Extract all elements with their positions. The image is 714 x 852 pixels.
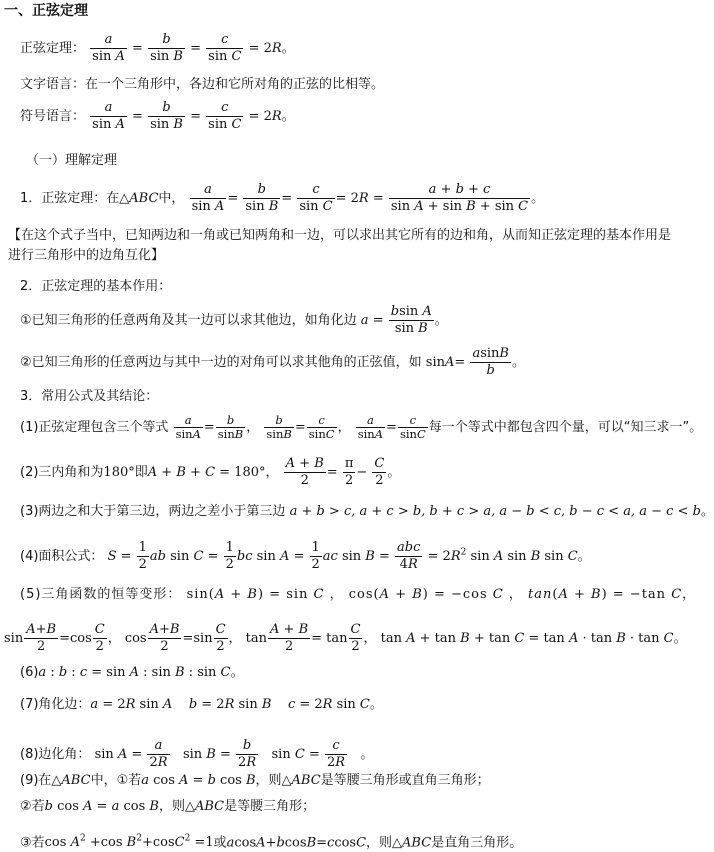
- formula-7-line: (7)角化边：a = 2R sin A b = 2R sin B c = 2R sin C。: [20, 697, 383, 712]
- frac-a-sinA: $\frac{a}{\text{sin A}}$: [92, 32, 125, 64]
- formula-9b-line: ②若b cos A = a cos B，则△ABC是等腰三角形；: [20, 799, 316, 814]
- note-paragraph: 【在这个式子当中，已知两边和一角或已知两角和一边，可以求出其它所有的边和角，从而知正弦定理的基本作用是进行三角形中的边角互化】: [8, 228, 672, 263]
- formula-2-line: (2)三内角和为180°即A + B + C = 180°， $\frac{A + B}{2}$ = $\frac{\pi}{2}$ − $\frac{C}{2}$ 。: [20, 456, 401, 488]
- point-1-line: 1．正弦定理：在△ABC中， $\frac{a}{\text{sin A}}$ = $\frac{b}{\text{sin B}}$ = $\frac{c}{\text{sin C}}$ = 2R = $\frac{a + b + c}{\text{sin A + sin B + sin C}}$ 。: [20, 182, 545, 214]
- subsection-heading: （一）理解定理: [26, 153, 118, 168]
- point-2a-text: ①已知三角形的任意两角及其一边可以求其他边，如角化边: [20, 313, 357, 328]
- formula-8-line: (8)边化角： sin A = $\frac{a}{2R}$ sin B = $\frac{b}{2R}$ sin C = $\frac{c}{2R}$ 。: [20, 738, 374, 770]
- formula-1-tail: 每一个等式中都包含四个量，可以“知三求一”。: [428, 420, 703, 435]
- theorem-line: 正弦定理： $\frac{a}{\text{sin A}}$ = $\frac{b}{\text{sin B}}$ = $\frac{c}{\text{sin C}}$ = 2R。: [20, 32, 295, 64]
- text-language-line: [20, 76, 384, 94]
- formula-1-line: (1)正弦定理包含三个等式 $\frac{a}{\sin A}$ = $\frac{b}{\sin B}$ ， $\frac{b}{\sin B}$ = $\frac{c}{\sin C}$ ， $\frac{a}{\sin A}$ = $\frac{c}{\sin C}$ 每一个等式中都包含四个量，可以“知三求一”。: [20, 413, 703, 441]
- formula-7-text: (7)角化边：: [20, 697, 91, 712]
- formula-9-text: (9)在△: [20, 773, 62, 788]
- formula-3-line: (3)两边之和大于第三边，两边之差小于第三边 a + b > c, a + c > b, b + c > a, a − b < c, b − c < a, a − c < b。: [20, 504, 714, 519]
- formula-9c-text: ③若: [20, 835, 45, 851]
- formula-6-line: (6)a : b : c = sin A : sin B : sin C。: [20, 665, 244, 680]
- formula-9-line: (9)在△ABC中，①若a cos A = b cos B，则△ABC是等腰三角形或直角三角形；: [20, 773, 490, 788]
- text-language-body: 在一个三角形中，各边和它所对角的正弦的比相等。: [85, 77, 385, 92]
- point-2-label: 2．正弦定理的基本作用：: [20, 279, 172, 294]
- frac-c-sinC: $\frac{c}{\text{sin C}}$: [208, 32, 242, 64]
- symbol-language-label: 符号语言：: [20, 109, 86, 124]
- point-2b-line: ②已知三角形的任意两边与其中一边的对角可以求其他角的正弦值，如 sinA= $\frac{asinB}{b}$ 。: [20, 346, 525, 378]
- point-2b-text: ②已知三角形的任意两边与其中一边的对角可以求其他角的正弦值，如: [20, 355, 422, 370]
- text-language-label: 文字语言：: [20, 77, 86, 92]
- formula-1-text: (1)正弦定理包含三个等式: [20, 420, 169, 435]
- theorem-label: 正弦定理：: [20, 41, 86, 56]
- formula-5-line: (5)三角函数的恒等变形： sin(A + B) = sin C ， cos(A + B) = −cos C ， tan(A + B) = −tan C，: [20, 587, 697, 602]
- formula-4-line: (4)面积公式： S = $\frac{1}{2}$ ab sin C = $\frac{1}{2}$ bc sin A = $\frac{1}{2}$ ac sin B = abc 4R = $2R^2$ sin A sin B sin C。: [20, 540, 591, 572]
- frac-b-sinB: $\frac{b}{\text{sin B}}$: [150, 32, 183, 64]
- symbol-language-line: 符号语言： $\frac{a}{\text{sin A}}$ = $\frac{b}{\text{sin B}}$ = $\frac{c}{\text{sin C}}$ = 2R。: [20, 100, 295, 132]
- point-1-label: 1．正弦定理：在△: [20, 191, 130, 206]
- formula-4-text: (4)面积公式：: [20, 549, 104, 564]
- formula-9c-line: ③若$\cos A^2 +\cos$ $B^2+\cos C^2 =1$或acosA+bcosB=ccosC，则△ABC是直角三角形。: [20, 834, 523, 851]
- formula-3-text: (3)两边之和大于第三边，两边之差小于第三边: [20, 504, 286, 519]
- formula-8-text: (8)边化角：: [20, 747, 91, 762]
- point-3-label: 3．常用公式及其结论：: [20, 389, 159, 404]
- formula-2-text: (2)三内角和为: [20, 465, 104, 480]
- section-heading: 一、正弦定理: [4, 3, 88, 19]
- formula-5-cont-line: sin $\frac{A+B}{2}$ =cos $\frac{C}{2}$ ， cos $\frac{A+B}{2}$ =sin $\frac{C}{2}$ ， tan $\frac{A + B}{2}$ = tan $\frac{C}{2}$ ， tan A + tan B + tan C = tan A · tan B · tan C。: [4, 622, 687, 654]
- formula-5-text: (5)三角函数的恒等变形：: [20, 587, 182, 602]
- formula-6-text: (6): [20, 665, 39, 680]
- point-2a-line: ①已知三角形的任意两角及其一边可以求其他边，如角化边 a = $\frac{\text{bsin A}}{\text{sin B}}$ 。: [20, 304, 448, 336]
- formula-9b-text: ②若: [20, 799, 45, 814]
